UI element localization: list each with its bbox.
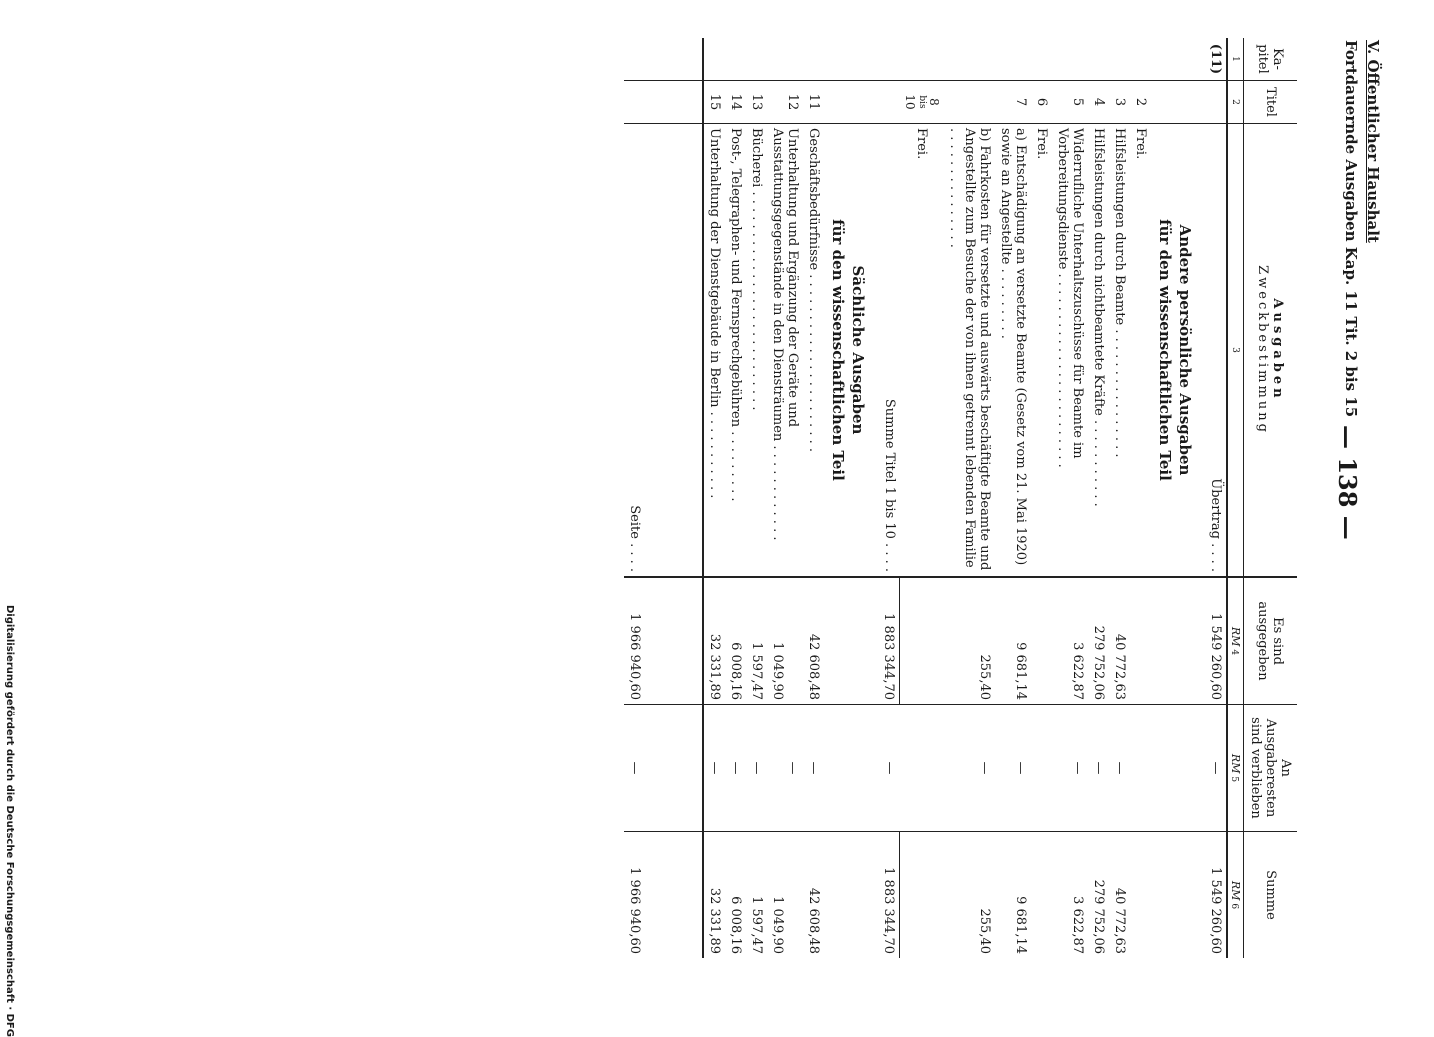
section-heading-personal: Andere persönliche Ausgaben	[1176, 224, 1194, 476]
amount-total: 40 772,63	[1112, 887, 1127, 954]
titel-range-sep: bis	[917, 95, 927, 109]
table-row	[944, 38, 995, 958]
amount-total: 1 049,90	[770, 896, 786, 954]
amount-spent: 279 752,06	[1088, 577, 1109, 705]
amount-remaining: —	[1109, 705, 1130, 832]
section-heading-material-sub: für den wissenschaftlichen Teil	[829, 219, 848, 481]
amount-spent: 255,40	[944, 577, 995, 705]
col-num-4-value: 4	[1229, 649, 1239, 656]
page-total-remaining: —	[625, 705, 704, 832]
titel-range-to: 10	[903, 94, 917, 110]
page-total-row	[625, 38, 704, 958]
page-total-spent: 1 966 940,60	[625, 577, 704, 705]
amount-remaining: —	[747, 705, 768, 832]
col-num-6	[1227, 832, 1244, 959]
amount-remaining: —	[768, 705, 804, 832]
section-header: V. Öffentlicher Haushalt	[1364, 40, 1382, 243]
titel-cell: 4	[1088, 81, 1109, 124]
amount-spent: 9 681,14	[995, 577, 1031, 705]
amount-spent: 1 597,47	[747, 577, 768, 705]
table-row	[1130, 38, 1151, 958]
table-row	[1109, 38, 1130, 958]
col-num-3: 3	[1227, 124, 1244, 578]
row-label: Unterhaltung der Dienstgebäude in Berlin . . . . . . . . . . .	[704, 124, 726, 578]
table-row	[726, 38, 747, 958]
table-row	[1205, 38, 1227, 958]
titel-cell: 2	[1130, 81, 1151, 124]
titel-range-from: 8	[927, 98, 941, 106]
titel-cell: 15	[704, 81, 726, 124]
section-heading-row	[825, 38, 879, 958]
page-total-label: Seite . . . .	[625, 124, 704, 578]
amount-spent: 40 772,63	[1109, 577, 1130, 705]
col-num-4	[1227, 577, 1244, 705]
amount-total: 279 752,06	[1091, 879, 1106, 954]
table-row	[900, 38, 944, 958]
row-label: Frei.	[1130, 124, 1151, 578]
table-row	[1031, 38, 1052, 958]
amount-total: 3 622,87	[1070, 896, 1085, 954]
amount-total: 9 681,14	[1013, 896, 1028, 954]
col-kapitel-header: Ka- pitel	[1244, 38, 1298, 81]
amount-spent: 42 608,48	[804, 577, 825, 705]
row-label: Frei.	[1031, 124, 1052, 578]
dfg-credit-text: Digitalisierung gefördert durch die Deutsche Forschungsgemeinschaft · DFG	[4, 605, 15, 1037]
titel-range-cell	[900, 81, 944, 124]
sum-total: 1 883 344,70	[879, 832, 901, 959]
table-row	[1088, 38, 1109, 958]
table-row	[995, 38, 1031, 958]
amount-spent: 1 049,90	[768, 577, 804, 705]
amount-total: 32 331,89	[707, 887, 723, 954]
row-label: Post-, Telegraphen- und Fernsprechgebühren . . . . . . . . .	[726, 124, 747, 578]
amount-remaining: —	[804, 705, 825, 832]
row-label: a) Entschädigung an versetzte Beamte (Gesetz vom 21. Mai 1920) sowie an Angestellte . . . . . . . . .	[995, 124, 1031, 578]
kapitel-cell: (11)	[1205, 38, 1227, 81]
col-ausgaberesten-header: An Ausgaberesten sind verblieben	[1244, 705, 1298, 832]
row-label: Hilfsleistungen durch nichtbeamtete Kräfte . . . . . . . . . . .	[1088, 124, 1109, 578]
page-total-total: 1 966 940,60	[625, 832, 704, 959]
col-titel-header: Titel	[1244, 81, 1298, 124]
amount-spent: 32 331,89	[704, 577, 726, 705]
section-heading-row	[1151, 38, 1205, 958]
table-row	[747, 38, 768, 958]
amount-remaining: —	[726, 705, 747, 832]
table-row	[804, 38, 825, 958]
titel-cell: 5	[1052, 81, 1088, 124]
row-label: Frei.	[900, 124, 944, 578]
col-summe-header: Summe	[1244, 832, 1298, 959]
uebertrag-c6: 1 549 260,60	[1208, 867, 1223, 954]
amount-spent: 6 008,16	[726, 577, 747, 705]
amount-total: 42 608,48	[806, 887, 822, 954]
col-num-5	[1227, 705, 1244, 832]
col-num-2: 2	[1227, 81, 1244, 124]
titel-cell: 11	[804, 81, 825, 124]
amount-total: 6 008,16	[728, 896, 744, 954]
page-number: — 138 —	[1333, 425, 1362, 540]
titel-cell: 6	[1031, 81, 1052, 124]
unit-label: RM	[1229, 626, 1242, 647]
row-label: Bücherei . . . . . . . . . . . . . . . . . . . . . . . . . . .	[747, 124, 768, 578]
section-heading-material: Sächliche Ausgaben	[849, 265, 868, 435]
sum-label: Summe Titel 1 bis 10 . . . .	[879, 124, 901, 578]
ausgaben-title: Ausgaben	[1270, 298, 1286, 402]
titel-cell: 3	[1109, 81, 1130, 124]
unit-label: RM	[1229, 753, 1242, 774]
row-label: Widerrufliche Unterhaltszuschüsse für Beamte im Vorbereitungsdienste . . . . . . . . . . . . . . . . . . . . . . . .	[1052, 124, 1088, 578]
row-label: Hilfsleistungen durch Beamte . . . . . . . . . . . . . . . .	[1109, 124, 1130, 578]
titel-cell: 12	[768, 81, 804, 124]
col-num-6-value: 6	[1229, 903, 1239, 910]
amount-total: 255,40	[977, 908, 992, 954]
col-num-1: 1	[1227, 38, 1244, 81]
table-row	[704, 38, 726, 958]
uebertrag-label: Übertrag . . . .	[1205, 124, 1227, 578]
sum-row	[879, 38, 901, 958]
titel-cell: 14	[726, 81, 747, 124]
sum-spent: 1 883 344,70	[879, 577, 901, 705]
uebertrag-c4: 1 549 260,60	[1205, 577, 1227, 705]
table-header-row	[1244, 38, 1298, 958]
titel-cell: 7	[995, 81, 1031, 124]
amount-remaining: —	[704, 705, 726, 832]
table-row	[768, 38, 804, 958]
col-ausgegeben-header: Es sind ausgegeben	[1244, 577, 1298, 705]
section-heading-personal-sub: für den wissenschaftlichen Teil	[1156, 219, 1174, 481]
col-num-5-value: 5	[1229, 776, 1239, 783]
amount-remaining: —	[1052, 705, 1088, 832]
row-label: Geschäftsbedürfnisse . . . . . . . . . . . . . . . . . . . . . .	[804, 124, 825, 578]
amount-total: 1 597,47	[749, 896, 765, 954]
unit-label: RM	[1229, 880, 1242, 901]
titel-cell: 13	[747, 81, 768, 124]
uebertrag-c5: —	[1205, 705, 1227, 832]
page-subtitle: Fortdauernde Ausgaben Kap. 11 Tit. 2 bis 15	[1342, 40, 1360, 418]
row-label: Unterhaltung und Ergänzung der Geräte und Ausstattungsgegenstände in den Diensträumen . . . . . . . . . . . .	[768, 124, 804, 578]
amount-remaining: —	[944, 705, 995, 832]
amount-spent: 3 622,87	[1052, 577, 1088, 705]
row-label: b) Fahrkosten für versetzte und auswärts beschäftigte Beamte und Angestellte zum Besuche der von ihnen getrennt lebenden Familie . . . . . . . . . . . . . . .	[944, 124, 995, 578]
ledger-page	[52, 30, 1382, 970]
sum-remaining: —	[879, 705, 901, 832]
zweckbestimmung-title: Zweckbestimmung	[1255, 265, 1271, 435]
table-row	[1052, 38, 1088, 958]
amount-remaining: —	[1088, 705, 1109, 832]
column-number-row	[1227, 38, 1244, 958]
col-zweck-header	[1244, 124, 1298, 578]
expenditure-table	[625, 38, 1298, 958]
dfg-credit	[2, 605, 16, 1037]
amount-remaining: —	[995, 705, 1031, 832]
